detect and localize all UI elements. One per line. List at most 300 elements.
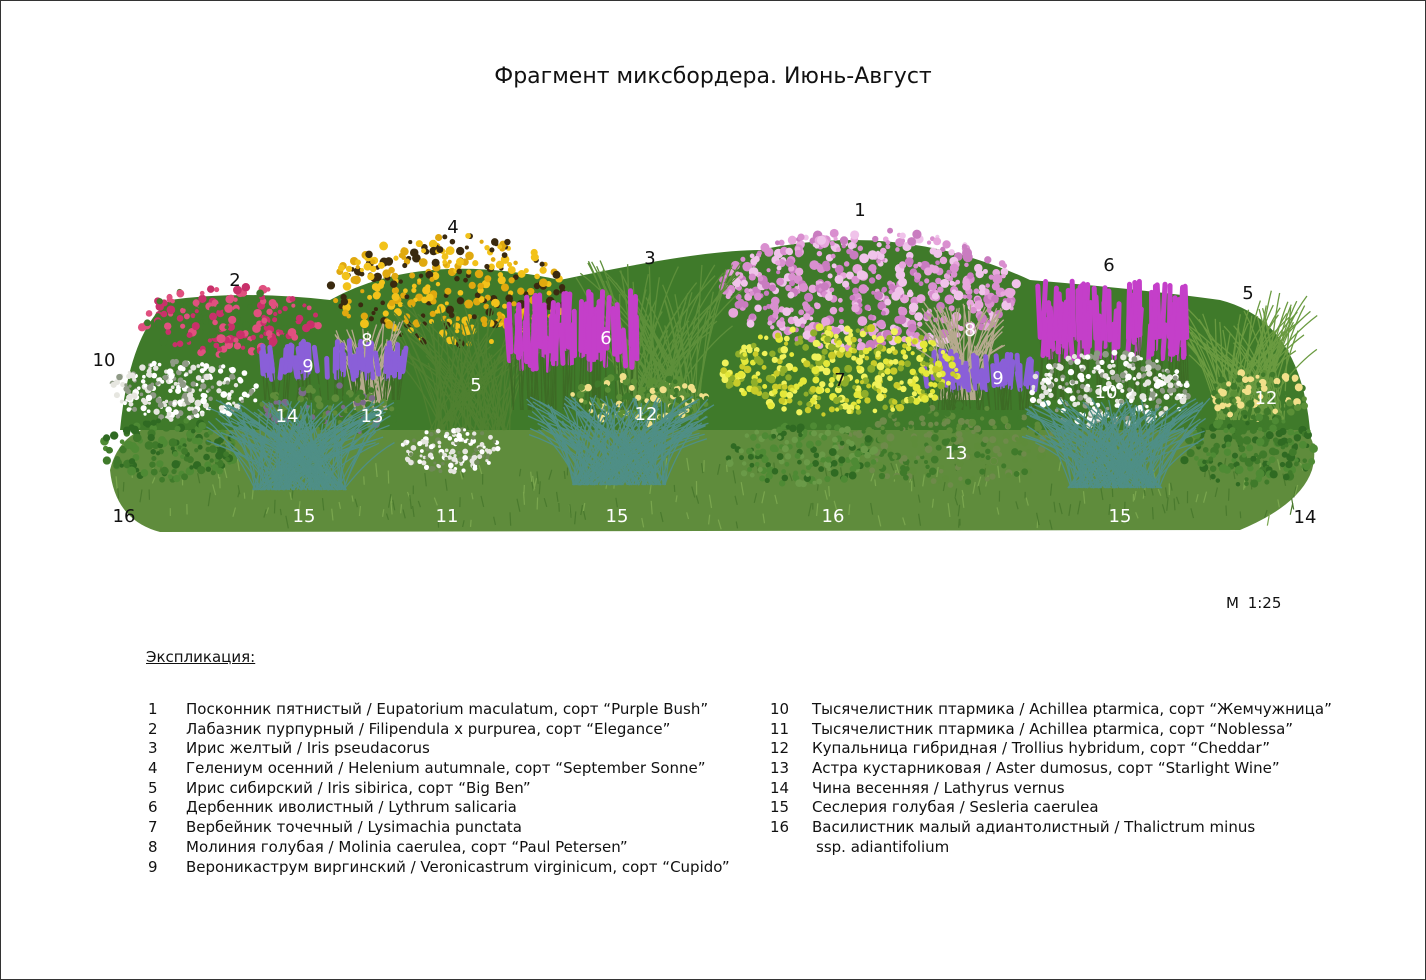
filipendula-group-dot xyxy=(259,334,263,338)
filipendula-group-dot xyxy=(279,330,284,335)
lathyrus-group-left-dot xyxy=(161,418,170,427)
thalictrum-group-dot xyxy=(810,422,817,429)
filipendula-group-dot xyxy=(203,318,209,324)
legend-text: Ирис сибирский / Iris sibirica, сорт “Big Ben” xyxy=(186,778,531,797)
achillea-group-left-dot xyxy=(219,405,224,410)
lythrum-group-left-flower xyxy=(550,303,553,351)
helenium-group-dot xyxy=(445,301,449,305)
lysimachia-group-dot xyxy=(851,356,856,361)
aster-group-right-dot xyxy=(956,426,961,431)
trollius-group-center-dot xyxy=(685,392,690,397)
achillea-group-left-dot xyxy=(204,374,211,381)
lathyrus-group-left-dot xyxy=(187,456,194,463)
veronicastrum-group-left-flower xyxy=(290,346,292,370)
achillea-group-left-dot xyxy=(178,365,184,371)
helenium-group-dot xyxy=(484,264,489,269)
achillea-group-right-dot xyxy=(1085,354,1091,360)
lysimachia-group-dot xyxy=(902,354,908,360)
achillea-noblessa-group-dot xyxy=(477,454,482,459)
lysimachia-group-dot xyxy=(877,362,885,370)
lysimachia-group-dot xyxy=(891,328,898,335)
lathyrus-group-left-dot xyxy=(113,462,119,468)
lathyrus-group-right-dot xyxy=(1206,452,1210,456)
filipendula-group-dot xyxy=(224,304,233,313)
eupatorium-group-dot xyxy=(857,299,862,304)
aster-group-right-dot xyxy=(975,433,979,437)
lawn-blade xyxy=(123,482,124,492)
trollius-group-center-dot xyxy=(664,382,670,388)
eupatorium-group-dot xyxy=(976,270,984,278)
eupatorium-group-dot xyxy=(935,260,940,265)
thalictrum-group-dot xyxy=(765,478,770,483)
achillea-group-left-dot xyxy=(189,370,193,374)
achillea-group-left-dot xyxy=(176,414,180,418)
aster-group-left-dot xyxy=(368,387,374,393)
lysimachia-group-dot xyxy=(875,353,880,358)
aster-group-right-dot xyxy=(971,430,975,434)
filipendula-group-dot xyxy=(167,294,173,300)
lathyrus-group-left-dot xyxy=(183,418,189,424)
lysimachia-group-dot xyxy=(851,337,857,343)
lysimachia-group-dot xyxy=(929,346,934,351)
achillea-group-right-dot xyxy=(1093,354,1100,361)
filipendula-group-dot xyxy=(177,315,184,322)
aster-group-right-dot xyxy=(974,443,981,450)
achillea-group-left-dot xyxy=(149,363,153,367)
lysimachia-group-dot xyxy=(912,391,917,396)
lysimachia-group-dot xyxy=(883,358,889,364)
eupatorium-group-dot xyxy=(799,283,808,292)
lysimachia-group-dot xyxy=(751,343,757,349)
eupatorium-group-dot xyxy=(764,290,769,295)
eupatorium-group-dot xyxy=(728,308,738,318)
eupatorium-group-dot xyxy=(804,293,813,302)
helenium-group-dot xyxy=(498,272,503,277)
trollius-group-right-dot xyxy=(1218,388,1223,393)
lysimachia-group-dot xyxy=(906,346,911,351)
lathyrus-group-right-dot xyxy=(1210,474,1216,480)
lathyrus-group-left-dot xyxy=(198,422,206,430)
helenium-group-dot xyxy=(502,252,508,258)
lythrum-group-left-flower xyxy=(636,317,637,359)
filipendula-group-dot xyxy=(302,324,310,332)
plant-number-label: 6 xyxy=(600,328,612,349)
lathyrus-group-left-dot xyxy=(151,469,158,476)
achillea-group-left-dot xyxy=(153,409,159,415)
lythrum-group-right-flower xyxy=(1163,325,1166,359)
filipendula-group-dot xyxy=(157,298,163,304)
helenium-group-dot xyxy=(346,266,352,272)
lysimachia-group-dot xyxy=(754,356,761,363)
aster-group-right-dot xyxy=(910,436,918,444)
eupatorium-group-dot xyxy=(776,270,780,274)
eupatorium-group-dot xyxy=(905,259,911,265)
thalictrum-group-dot xyxy=(785,440,790,445)
lathyrus-group-left-dot xyxy=(150,449,155,454)
achillea-group-right-dot xyxy=(1140,357,1143,360)
lathyrus-group-left-dot xyxy=(212,464,219,471)
eupatorium-group-dot xyxy=(967,272,974,279)
lysimachia-group-dot xyxy=(838,405,843,410)
filipendula-group-dot xyxy=(247,304,252,309)
plant-number-label: 8 xyxy=(964,320,976,341)
lysimachia-group-dot xyxy=(886,335,892,341)
achillea-group-left-dot xyxy=(216,380,222,386)
eupatorium-group-dot xyxy=(964,263,969,268)
achillea-group-left-dot xyxy=(218,368,223,373)
filipendula-group-dot xyxy=(284,314,289,319)
trollius-group-right-dot xyxy=(1281,407,1286,412)
helenium-group-dot xyxy=(367,295,372,300)
achillea-group-right-dot xyxy=(1095,365,1100,370)
aster-group-right-dot xyxy=(944,410,950,416)
eupatorium-group-dot xyxy=(898,307,907,316)
veronicastrum-group-left-flower xyxy=(386,348,387,371)
lysimachia-group-dot xyxy=(823,367,831,375)
helenium-group-dot xyxy=(360,289,364,293)
lawn-blade xyxy=(1174,498,1175,510)
thalictrum-group-dot xyxy=(806,473,810,477)
helenium-group-dot xyxy=(553,289,559,295)
aster-group-right-dot xyxy=(921,421,926,426)
thalictrum-group-dot xyxy=(831,469,839,477)
eupatorium-group-dot xyxy=(985,283,990,288)
thalictrum-group-dot xyxy=(812,481,816,485)
helenium-group-dot xyxy=(417,278,421,282)
lysimachia-group-dot xyxy=(769,350,776,357)
helenium-group-dot xyxy=(456,258,464,266)
lythrum-group-left-flower xyxy=(617,305,620,352)
eupatorium-group-dot xyxy=(894,316,902,324)
aster-group-left-dot xyxy=(359,394,365,400)
achillea-group-right-dot xyxy=(1121,380,1124,383)
lysimachia-group-dot xyxy=(913,398,920,405)
thalictrum-group-dot xyxy=(821,435,827,441)
aster-group-right-dot xyxy=(965,479,971,485)
trollius-group-center-dot xyxy=(583,400,587,404)
lysimachia-group-dot xyxy=(851,344,856,349)
thalictrum-group-dot xyxy=(781,431,787,437)
aster-group-right-dot xyxy=(864,461,870,467)
achillea-group-right-dot xyxy=(1070,395,1076,401)
thalictrum-group-dot xyxy=(747,467,752,472)
achillea-group-right-dot xyxy=(1070,380,1075,385)
lathyrus-group-right-dot xyxy=(1202,460,1206,464)
lawn-blade xyxy=(1290,503,1292,515)
achillea-group-right-dot xyxy=(1150,388,1154,392)
achillea-group-left-dot xyxy=(200,397,207,404)
aster-group-left-dot xyxy=(336,382,342,388)
trollius-group-center-dot xyxy=(578,384,585,391)
lysimachia-group-dot xyxy=(828,344,835,351)
lawn-blade xyxy=(959,519,960,528)
plant-number-label: 16 xyxy=(821,506,845,527)
lawn-blade xyxy=(1226,505,1227,515)
lysimachia-group-dot xyxy=(786,392,793,399)
achillea-group-right-dot xyxy=(1155,359,1159,363)
trollius-group-center-dot xyxy=(673,379,678,384)
eupatorium-group-dot xyxy=(780,317,785,322)
lathyrus-group-left-dot xyxy=(181,448,188,455)
lythrum-group-right-flower xyxy=(1084,318,1086,355)
aster-group-right-dot xyxy=(1021,427,1028,434)
eupatorium-group-dot xyxy=(858,284,868,294)
trollius-group-center-dot xyxy=(619,373,626,380)
legend-number: 4 xyxy=(148,759,158,778)
trollius-group-right-dot xyxy=(1292,377,1297,382)
lathyrus-group-left-dot xyxy=(195,438,202,445)
lathyrus-group-right-dot xyxy=(1299,441,1307,449)
aster-group-right-dot xyxy=(971,476,976,481)
thalictrum-group-dot xyxy=(785,453,791,459)
thalictrum-group-dot xyxy=(797,423,805,431)
aster-group-right-dot xyxy=(914,460,918,464)
lathyrus-group-left-dot xyxy=(171,469,176,474)
lysimachia-group-dot xyxy=(953,374,957,378)
legend-number: 10 xyxy=(770,700,790,718)
helenium-group-dot xyxy=(357,271,362,276)
lysimachia-group-dot xyxy=(792,367,798,373)
eupatorium-group-dot xyxy=(984,256,991,263)
achillea-group-right-dot xyxy=(1156,398,1162,404)
legend-number: 7 xyxy=(148,818,158,837)
lysimachia-group-dot xyxy=(779,354,785,360)
helenium-group-dot xyxy=(469,282,476,289)
lysimachia-group-dot xyxy=(863,348,870,355)
lysimachia-group-dot xyxy=(722,359,729,366)
achillea-noblessa-group-dot xyxy=(431,466,436,471)
lysimachia-group-dot xyxy=(766,375,773,382)
eupatorium-group-dot xyxy=(782,307,791,316)
eupatorium-group-dot xyxy=(876,259,881,264)
helenium-group-dot xyxy=(508,277,514,283)
eupatorium-group-dot xyxy=(741,280,748,287)
achillea-noblessa-group-dot xyxy=(428,453,433,458)
aster-group-right-dot xyxy=(1015,437,1019,441)
eupatorium-group-dot xyxy=(931,265,939,273)
achillea-group-right-dot xyxy=(1079,365,1083,369)
eupatorium-group-dot xyxy=(828,273,833,278)
lysimachia-group-dot xyxy=(772,389,778,395)
achillea-group-right-dot xyxy=(1174,369,1179,374)
lathyrus-group-right-dot xyxy=(1237,440,1243,446)
filipendula-group-dot xyxy=(164,322,171,329)
lysimachia-group-dot xyxy=(922,348,927,353)
lysimachia-group-dot xyxy=(762,392,770,400)
achillea-group-right-dot xyxy=(1125,374,1132,381)
filipendula-group-dot xyxy=(233,308,239,314)
plant-number-label: 13 xyxy=(360,406,384,427)
lysimachia-group-dot xyxy=(789,352,794,357)
eupatorium-group-dot xyxy=(991,295,999,303)
eupatorium-group-dot xyxy=(865,304,871,310)
helenium-group-dot xyxy=(458,290,464,296)
thalictrum-group-dot xyxy=(840,441,845,446)
thalictrum-group-dot xyxy=(750,473,755,478)
aster-group-right-dot xyxy=(933,428,938,433)
eupatorium-group-dot xyxy=(776,278,784,286)
eupatorium-group-dot xyxy=(914,272,921,279)
helenium-group-dot xyxy=(400,247,408,255)
filipendula-group-dot xyxy=(167,306,176,315)
eupatorium-group-dot xyxy=(877,320,886,329)
helenium-group-dot xyxy=(531,253,539,261)
lysimachia-group-dot xyxy=(780,390,788,398)
lathyrus-group-right-dot xyxy=(1285,461,1292,468)
eupatorium-group-dot xyxy=(773,308,780,315)
eupatorium-group-dot xyxy=(1007,288,1016,297)
achillea-group-right-dot xyxy=(1166,370,1170,374)
achillea-group-left-dot xyxy=(190,365,196,371)
lathyrus-group-right-dot xyxy=(1210,465,1217,472)
helenium-group-dot xyxy=(367,273,374,280)
filipendula-group-dot xyxy=(177,301,183,307)
plant-number-label: 10 xyxy=(92,350,116,371)
lysimachia-group-dot xyxy=(873,409,878,414)
legend-number: 12 xyxy=(770,739,790,758)
achillea-group-left-dot xyxy=(147,409,151,413)
aster-group-right-dot xyxy=(989,436,996,443)
achillea-noblessa-group-dot xyxy=(455,428,460,433)
achillea-group-left-dot xyxy=(116,374,122,380)
achillea-noblessa-group-dot xyxy=(459,459,462,462)
lathyrus-group-left-dot xyxy=(209,445,217,453)
lathyrus-group-left-dot xyxy=(215,452,223,460)
achillea-group-left-dot xyxy=(123,401,127,405)
eupatorium-group-dot xyxy=(885,244,890,249)
achillea-group-left-dot xyxy=(126,394,133,401)
thalictrum-group-dot xyxy=(816,479,822,485)
achillea-group-left-dot xyxy=(172,401,176,405)
achillea-noblessa-group-dot xyxy=(447,436,452,441)
achillea-group-right-dot xyxy=(1155,364,1161,370)
lythrum-group-right-flower xyxy=(1055,288,1057,338)
plant-number-label: 1 xyxy=(854,200,866,221)
achillea-group-left-dot xyxy=(174,359,179,364)
lathyrus-group-right-dot xyxy=(1194,456,1199,461)
achillea-group-left-dot xyxy=(200,412,204,416)
lathyrus-group-right-dot xyxy=(1224,449,1231,456)
lythrum-group-right-flower xyxy=(1185,286,1187,337)
eupatorium-group-dot xyxy=(840,236,848,244)
trollius-group-center-dot xyxy=(646,393,650,397)
helenium-group-dot xyxy=(364,263,372,271)
lysimachia-group-dot xyxy=(781,406,787,412)
lathyrus-group-left-dot xyxy=(107,447,113,453)
achillea-group-right-dot xyxy=(1072,354,1077,359)
lysimachia-group-dot xyxy=(930,340,935,345)
eupatorium-group-dot xyxy=(787,292,794,299)
helenium-group-dot xyxy=(341,298,348,305)
lathyrus-group-left-dot xyxy=(169,438,178,447)
lythrum-group-left-flower xyxy=(632,332,634,367)
achillea-group-left-dot xyxy=(234,404,239,409)
lythrum-group-right-flower xyxy=(1043,319,1045,355)
achillea-group-right-dot xyxy=(1127,387,1132,392)
helenium-group-dot xyxy=(504,239,510,245)
lysimachia-group-dot xyxy=(890,367,897,374)
eupatorium-group-dot xyxy=(777,266,782,271)
filipendula-group-dot xyxy=(296,315,304,323)
helenium-group-dot xyxy=(378,262,385,269)
lysimachia-group-dot xyxy=(774,370,780,376)
achillea-group-right-dot xyxy=(1040,382,1043,385)
lysimachia-group-dot xyxy=(845,351,852,358)
aster-group-right-dot xyxy=(924,433,928,437)
lathyrus-group-left-dot xyxy=(206,466,211,471)
achillea-group-left-dot xyxy=(141,379,146,384)
helenium-group-dot xyxy=(517,288,524,295)
achillea-group-right-dot xyxy=(1090,402,1094,406)
achillea-group-right-dot xyxy=(1041,385,1047,391)
eupatorium-group-dot xyxy=(895,247,900,252)
achillea-group-right-dot xyxy=(1053,363,1058,368)
eupatorium-group-dot xyxy=(750,258,757,265)
achillea-group-right-dot xyxy=(1167,382,1173,388)
eupatorium-group-dot xyxy=(940,257,948,265)
achillea-group-left-dot xyxy=(163,375,169,381)
aster-group-left-dot xyxy=(300,386,305,391)
achillea-noblessa-group-dot xyxy=(462,449,468,455)
achillea-group-left-dot xyxy=(123,386,129,392)
legend-number: 15 xyxy=(770,798,790,817)
eupatorium-group-dot xyxy=(803,313,810,320)
lawn-blade xyxy=(817,484,818,491)
trollius-group-center-dot xyxy=(637,390,643,396)
thalictrum-group-dot xyxy=(804,459,810,465)
achillea-group-right-dot xyxy=(1155,379,1162,386)
lysimachia-group-dot xyxy=(910,369,916,375)
achillea-noblessa-group-dot xyxy=(493,440,496,443)
lathyrus-group-right-dot xyxy=(1287,429,1294,436)
eupatorium-group-dot xyxy=(877,242,882,247)
lysimachia-group-dot xyxy=(821,412,825,416)
achillea-group-right-dot xyxy=(1102,351,1109,358)
lysimachia-group-dot xyxy=(739,388,744,393)
aster-group-right-dot xyxy=(879,473,885,479)
eupatorium-group-dot xyxy=(839,307,844,312)
legend-number: 11 xyxy=(770,719,790,738)
lathyrus-group-left-dot xyxy=(127,466,136,475)
lythrum-group-right-flower xyxy=(1135,283,1138,336)
lysimachia-group-dot xyxy=(929,358,933,362)
lysimachia-group-dot xyxy=(743,352,748,357)
helenium-group-dot xyxy=(425,284,430,289)
eupatorium-group-dot xyxy=(881,289,885,293)
eupatorium-group-dot xyxy=(793,316,799,322)
lysimachia-group-dot xyxy=(812,377,819,384)
trollius-group-center-dot xyxy=(650,378,656,384)
thalictrum-group-dot xyxy=(814,452,820,458)
filipendula-group-dot xyxy=(271,304,276,309)
helenium-group-dot xyxy=(534,274,540,280)
trollius-group-right-dot xyxy=(1279,394,1286,401)
thalictrum-group-dot xyxy=(781,469,786,474)
achillea-group-left-dot xyxy=(168,389,172,393)
lathyrus-group-left-dot xyxy=(175,426,181,432)
lathyrus-group-left-dot xyxy=(203,454,210,461)
helenium-group-dot xyxy=(372,283,380,291)
achillea-noblessa-group-dot xyxy=(473,466,478,471)
achillea-group-left-dot xyxy=(173,409,179,415)
filipendula-group-dot xyxy=(252,324,261,333)
eupatorium-group-dot xyxy=(967,294,973,300)
helenium-group-dot xyxy=(392,293,400,301)
trollius-group-right-dot xyxy=(1219,403,1226,410)
lysimachia-group-dot xyxy=(855,379,859,383)
eupatorium-group-dot xyxy=(786,249,793,256)
lathyrus-group-right-dot xyxy=(1242,453,1247,458)
